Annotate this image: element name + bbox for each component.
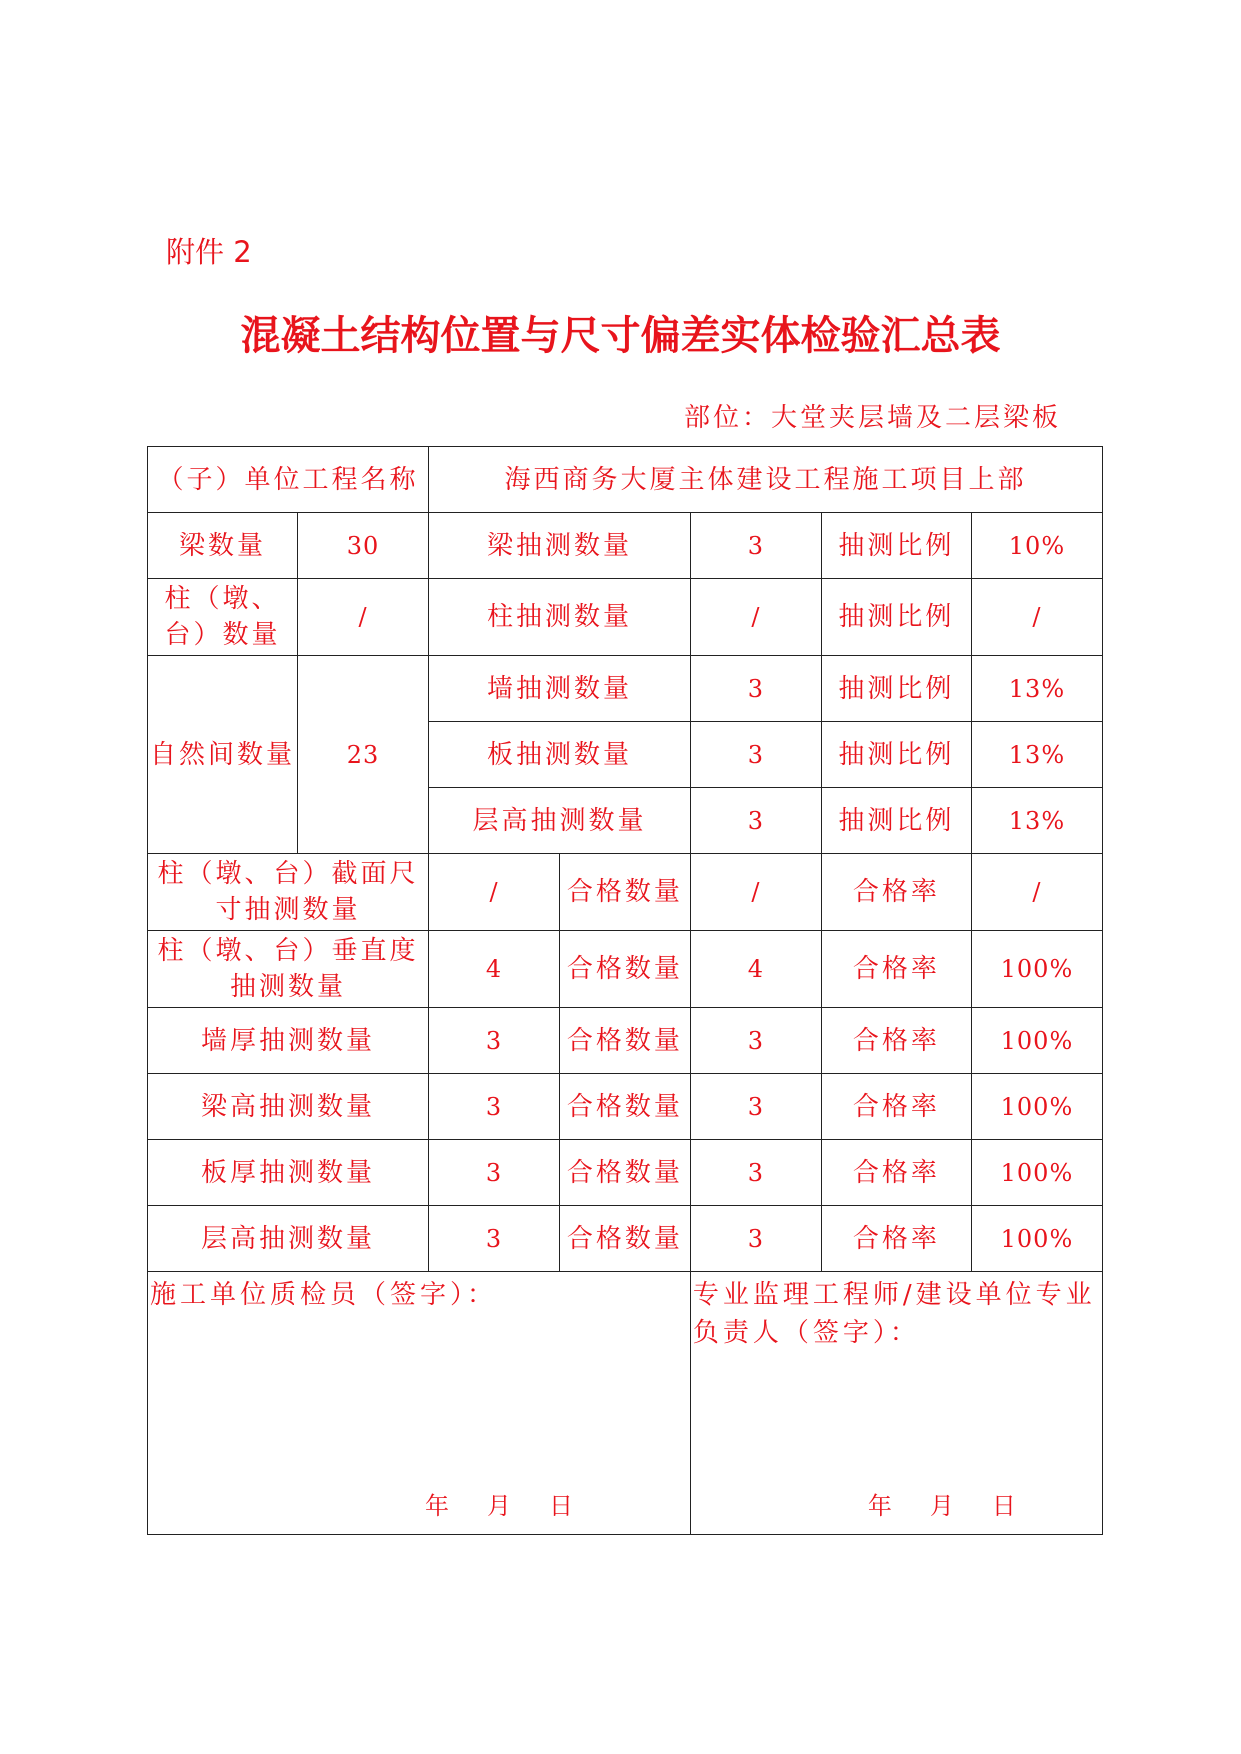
check-rate: 100% (971, 1206, 1102, 1272)
slab-sample-label: 板抽测数量 (429, 722, 691, 788)
column-sample-label: 柱抽测数量 (429, 579, 691, 656)
check-pass: 4 (690, 931, 821, 1008)
check-pass-label: 合格数量 (559, 1206, 690, 1272)
wall-ratio: 13% (971, 656, 1102, 722)
location-label: 部位：大堂夹层墙及二层梁板 (683, 403, 1061, 433)
inspection-summary-table (147, 446, 1103, 1535)
column-count: / (298, 579, 429, 656)
check-pass: / (690, 854, 821, 931)
check-rate: 100% (971, 1074, 1102, 1140)
check-rate-label: 合格率 (821, 854, 971, 931)
check-rate-label: 合格率 (821, 1074, 971, 1140)
check-count: 3 (429, 1074, 560, 1140)
check-count: 3 (429, 1206, 560, 1272)
beam-sample-label: 梁抽测数量 (429, 513, 691, 579)
check-rate-label: 合格率 (821, 1206, 971, 1272)
check-label: 板厚抽测数量 (148, 1140, 429, 1206)
contractor-signature-date (425, 1488, 573, 1524)
project-row (148, 447, 1103, 513)
date-day-label: 日 (549, 1492, 573, 1520)
beam-count: 30 (298, 513, 429, 579)
check-pass-label: 合格数量 (559, 1008, 690, 1074)
check-rate: 100% (971, 1140, 1102, 1206)
supervisor-signature-date (868, 1488, 1016, 1524)
check-pass: 3 (690, 1074, 821, 1140)
date-year-label: 年 (867, 1492, 892, 1520)
date-month-label: 月 (929, 1492, 954, 1520)
check-row (148, 854, 1103, 931)
room-row (148, 656, 1103, 722)
check-pass: 3 (690, 1206, 821, 1272)
supervisor-signature-box[interactable] (690, 1272, 1102, 1535)
contractor-signature-box[interactable] (148, 1272, 691, 1535)
check-pass-label: 合格数量 (559, 931, 690, 1008)
check-rate-label: 合格率 (821, 931, 971, 1008)
date-day-label: 日 (991, 1492, 1016, 1520)
check-row (148, 1074, 1103, 1140)
document-title: 混凝土结构位置与尺寸偏差实体检验汇总表 (240, 312, 1001, 359)
beam-row (148, 513, 1103, 579)
wall-sample: 3 (690, 656, 821, 722)
check-rate-label: 合格率 (821, 1140, 971, 1206)
check-row (148, 1206, 1103, 1272)
project-label: （子）单位工程名称 (148, 447, 429, 513)
check-label: 柱（墩、台）截面尺寸抽测数量 (148, 854, 429, 931)
wall-sample-label: 墙抽测数量 (429, 656, 691, 722)
check-label: 柱（墩、台）垂直度抽测数量 (148, 931, 429, 1008)
check-pass: 3 (690, 1140, 821, 1206)
date-month-label: 月 (487, 1492, 511, 1520)
check-pass-label: 合格数量 (559, 1074, 690, 1140)
beam-ratio-label: 抽测比例 (821, 513, 971, 579)
check-pass-label: 合格数量 (559, 1140, 690, 1206)
check-rate: 100% (971, 1008, 1102, 1074)
storey-sample-label: 层高抽测数量 (429, 788, 691, 854)
column-row (148, 579, 1103, 656)
check-count: 4 (429, 931, 560, 1008)
check-row (148, 1140, 1103, 1206)
check-label: 层高抽测数量 (148, 1206, 429, 1272)
wall-ratio-label: 抽测比例 (821, 656, 971, 722)
signature-row (148, 1272, 1103, 1535)
room-label: 自然间数量 (148, 656, 298, 854)
beam-ratio: 10% (971, 513, 1102, 579)
check-pass: 3 (690, 1008, 821, 1074)
column-sample: / (690, 579, 821, 656)
check-label: 墙厚抽测数量 (148, 1008, 429, 1074)
beam-sample: 3 (690, 513, 821, 579)
check-rate: / (971, 854, 1102, 931)
storey-ratio: 13% (971, 788, 1102, 854)
check-row (148, 1008, 1103, 1074)
storey-sample: 3 (690, 788, 821, 854)
column-ratio-label: 抽测比例 (821, 579, 971, 656)
check-label: 梁高抽测数量 (148, 1074, 429, 1140)
storey-ratio-label: 抽测比例 (821, 788, 971, 854)
project-value: 海西商务大厦主体建设工程施工项目上部 (429, 447, 1103, 513)
check-row (148, 931, 1103, 1008)
column-label: 柱（墩、台）数量 (148, 579, 298, 656)
check-rate-label: 合格率 (821, 1008, 971, 1074)
room-count: 23 (298, 656, 429, 854)
contractor-signature-label: 施工单位质检员（签字）： (150, 1280, 498, 1310)
date-year-label: 年 (425, 1492, 449, 1520)
column-ratio: / (971, 579, 1102, 656)
slab-sample: 3 (690, 722, 821, 788)
beam-label: 梁数量 (148, 513, 298, 579)
supervisor-signature-label: 专业监理工程师/建设单位专业负责人（签字）： (692, 1280, 1096, 1348)
check-rate: 100% (971, 931, 1102, 1008)
check-count: / (429, 854, 560, 931)
check-pass-label: 合格数量 (559, 854, 690, 931)
check-count: 3 (429, 1140, 560, 1206)
slab-ratio: 13% (971, 722, 1102, 788)
slab-ratio-label: 抽测比例 (821, 722, 971, 788)
check-count: 3 (429, 1008, 560, 1074)
attachment-label: 附件 2 (166, 235, 252, 269)
